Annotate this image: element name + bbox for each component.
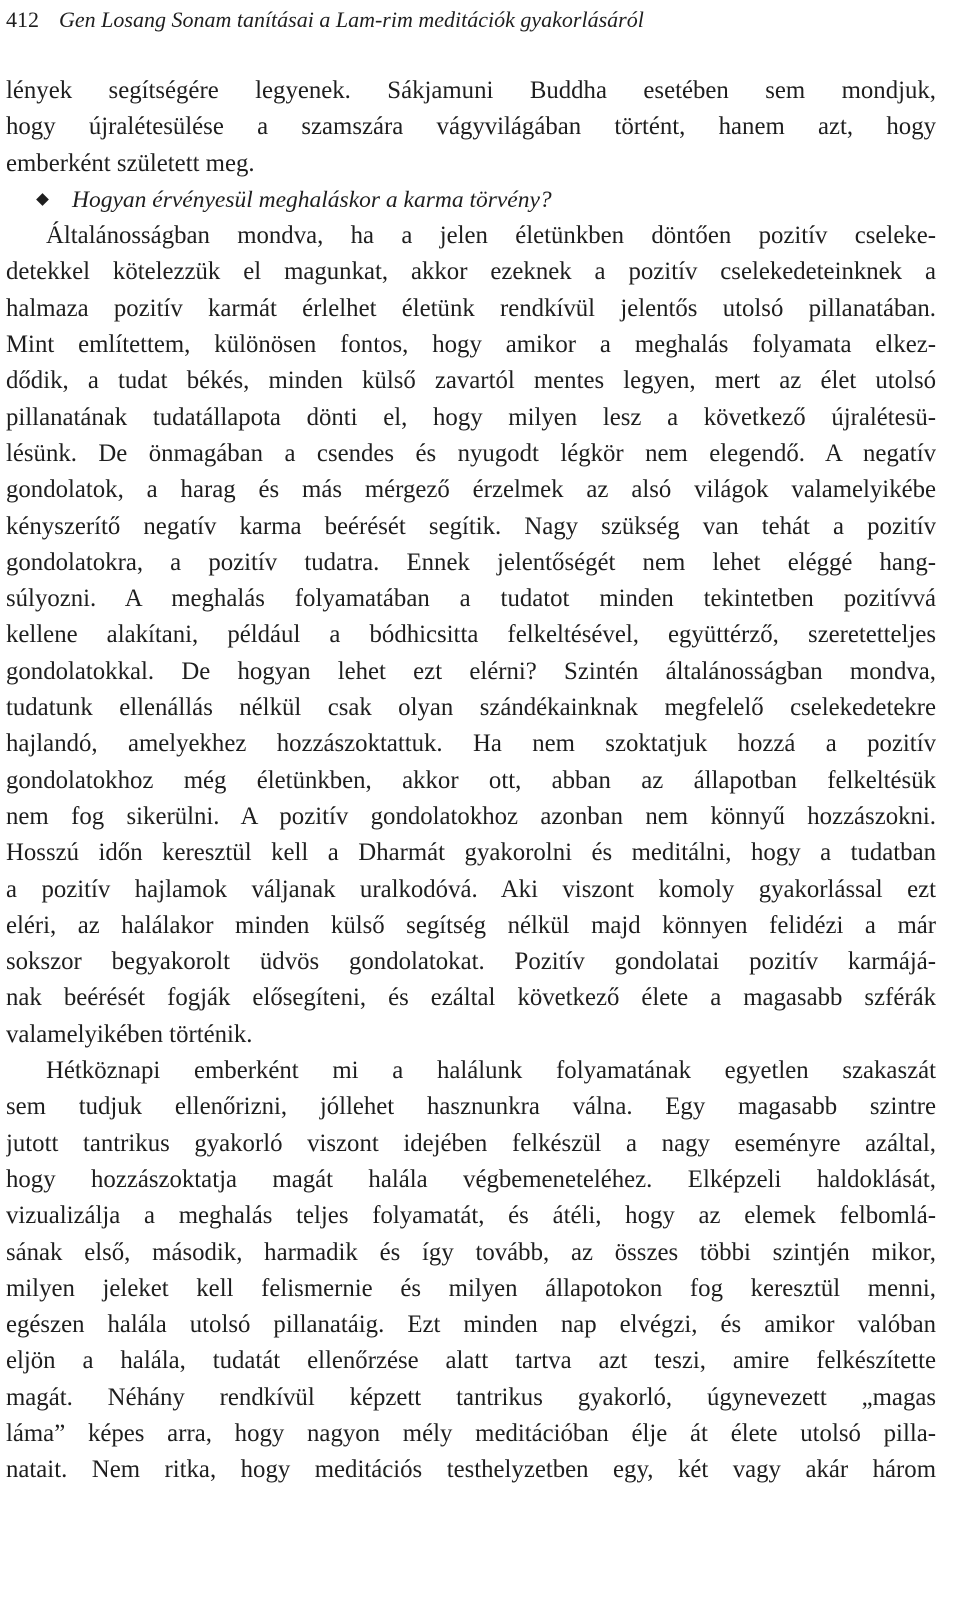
text-line: kényszerítő negatív karma beérését segítik. Nagy szükség van tehát a pozitív [6,512,936,540]
text-line: Mint említettem, különösen fontos, hogy amikor a meghalás folyamata elkez- [6,331,936,359]
text-line: a pozitív hajlamok váljanak uralkodóvá. Aki viszont komoly gyakorlással ezt [6,875,936,903]
text-line: magát. Néhány rendkívül képzett tantrikus gyakorló, úgynevezett „magas [6,1383,936,1411]
text-line: tudatunk ellenállás nélkül csak olyan szándékainknak megfelelő cselekedetekre [6,694,936,722]
page-number: 412 [6,7,39,32]
text-line: sokszor begyakorolt üdvös gondolatokat. Pozitív gondolatai pozitív karmájá- [6,948,936,976]
text-line: Hosszú időn keresztül kell a Dharmát gyakorolni és meditálni, hogy a tudatban [6,839,936,867]
text-line: súlyozni. A meghalás folyamatában a tudatot minden tekintetben pozitívvá [6,585,936,613]
text-line: sem tudjuk ellenőrizni, jóllehet hasznunkra válna. Egy magasabb szintre [6,1093,936,1121]
text-line: gondolatokra, a pozitív tudatra. Ennek jelentőségét nem lehet eléggé hang- [6,548,936,576]
running-head [6,3,644,37]
text-line: hogy újralétesülése a szamszára vágyvilágában történt, hanem azt, hogy [6,113,936,141]
text-line: hogy hozzászoktatja magát halála végbemeneteléhez. Elképzeli haldoklását, [6,1165,936,1193]
text-line: lésünk. De önmagában a csendes és nyugodt légkör nem elegendő. A negatív [6,439,936,467]
text-line: gondolatokkal. De hogyan lehet ezt elérni? Szintén általánosságban mondva, [6,657,936,685]
text-line: egészen halála utolsó pillanatáig. Ezt minden nap elvégzi, és amikor valóban [6,1311,936,1339]
running-title: Gen Losang Sonam tanításai a Lam-rim meditációk gyakorlásáról [59,7,644,32]
body-text [6,73,936,1489]
text-line: halmaza pozitív karmát érlelhet életünk rendkívül jelentős utolsó pillanatában. [6,294,936,322]
text-line: jutott tantrikus gyakorló viszont idejében felkészül a nagy eseményre azáltal, [6,1129,936,1157]
text-line: eléri, az halálakor minden külső segítség nélkül majd könnyen felidézi a már [6,911,936,939]
text-line: kellene alakítani, például a bódhicsitta felkeltésével, együttérző, szeretetteljes [6,621,936,649]
text-line: eljön a halála, tudatát ellenőrzése alatt tartva azt teszi, amire felkészítette [6,1347,936,1375]
text-line: dődik, a tudat békés, minden külső zavartól mentes legyen, mert az élet utolsó [6,367,936,395]
text-line: nak beérését fogják elősegíteni, és ezáltal következő élete a magasabb szférák [6,984,936,1012]
question-text: Hogyan érvényesül meghaláskor a karma törvény? [72,186,552,213]
text-line: pillanatának tudatállapota dönti el, hogy milyen lesz a következő újralétesü- [6,403,936,431]
text-line: nem fog sikerülni. A pozitív gondolatokhoz azonban nem könnyű hozzászokni. [6,802,936,830]
question-heading [6,182,936,218]
text-line: gondolatok, a harag és más mérgező érzelmek az alsó világok valamelyikébe [6,476,936,504]
text-line: lények segítségére legyenek. Sákjamuni Buddha esetében sem mondjuk, [6,77,936,104]
text-line: Hétköznapi emberként mi a halálunk folyamatának egyetlen szakaszát [46,1057,936,1085]
text-line: hajlandó, amelyekhez hozzászoktattuk. Ha nem szoktatjuk hozzá a pozitív [6,730,936,758]
text-line: Általánosságban mondva, ha a jelen életünkben döntően pozitív cseleke- [46,222,936,250]
text-line: natait. Nem ritka, hogy meditációs testhelyzetben egy, két vagy akár három [6,1456,936,1484]
text-line: vizualizálja a meghalás teljes folyamatát, és átéli, hogy az elemek felbomlá- [6,1202,936,1230]
text-line: emberként született meg. [6,149,255,177]
text-line: gondolatokhoz még életünkben, akkor ott, abban az állapotban felkeltésük [6,766,936,794]
text-line: milyen jeleket kell felismernie és milyen állapotokon fog keresztül menni, [6,1274,936,1302]
text-line: detekkel kötelezzük el magunkat, akkor ezeknek a pozitív cselekedeteinknek a [6,258,936,286]
diamond-bullet-icon [36,193,49,206]
text-line: valamelyikében történik. [6,1020,253,1048]
text-line: láma” képes arra, hogy nagyon mély meditációban élje át élete utolsó pilla- [6,1419,936,1447]
text-line: sának első, második, harmadik és így tovább, az összes többi szintjén mikor, [6,1238,936,1266]
